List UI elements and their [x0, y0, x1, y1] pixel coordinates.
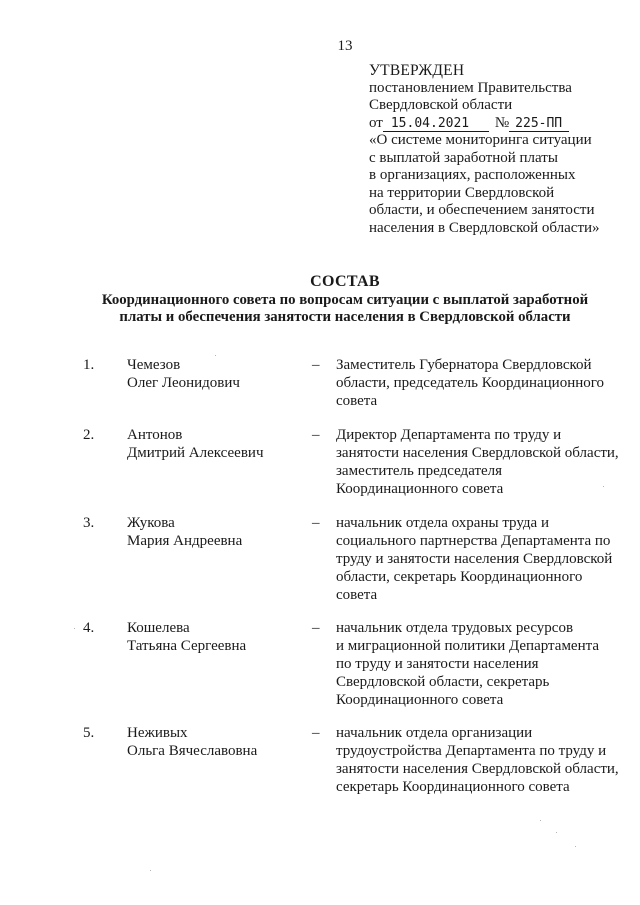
member-given-names: Татьяна Сергеевна — [127, 638, 247, 654]
member-role-line: начальник отдела трудовых ресурсов — [336, 620, 574, 636]
member-role-line: трудоустройства Департамента по труду и — [336, 743, 607, 759]
member-index: 3. — [83, 515, 95, 531]
member-dash: – — [312, 357, 320, 373]
scan-speck — [540, 820, 541, 821]
scan-speck — [150, 870, 151, 871]
member-role-line: начальник отдела организации — [336, 725, 533, 741]
member-name — [127, 724, 297, 760]
member-name — [127, 356, 297, 392]
approval-number: 225-ПП — [509, 117, 569, 132]
scan-speck — [556, 832, 557, 833]
member-surname: Антонов — [127, 427, 183, 443]
member-role-line: области, председатель Координационного — [336, 375, 605, 391]
member-role-line: области, секретарь Координационного — [336, 569, 583, 585]
member-dash: – — [312, 725, 320, 741]
member-surname: Кошелева — [127, 620, 190, 636]
member-given-names: Дмитрий Алексеевич — [127, 445, 264, 461]
member-role-line: совета — [336, 587, 378, 603]
member-role-line: социального партнерства Департамента по — [336, 533, 611, 549]
member-role-line: занятости населения Свердловской области, — [336, 445, 619, 461]
number-label: № — [494, 114, 510, 131]
approval-date: 15.04.2021 — [383, 117, 489, 132]
member-role — [336, 619, 626, 709]
member-name — [127, 619, 297, 655]
member-role-line: Заместитель Губернатора Свердловской — [336, 357, 592, 373]
member-index: 1. — [83, 357, 95, 373]
member-role-line: заместитель председателя — [336, 463, 503, 479]
resolution-title-line: в организациях, расположенных — [369, 167, 576, 183]
date-prefix: от — [369, 114, 383, 131]
scan-speck — [215, 355, 216, 356]
member-given-names: Мария Андреевна — [127, 533, 243, 549]
member-given-names: Олег Леонидович — [127, 375, 240, 391]
member-role-line: совета — [336, 393, 378, 409]
member-dash: – — [312, 515, 320, 531]
member-role-line: начальник отдела охраны труда и — [336, 515, 549, 531]
member-given-names: Ольга Вячеславовна — [127, 743, 258, 759]
member-row — [0, 619, 640, 724]
member-dash: – — [312, 427, 320, 443]
member-row — [0, 724, 640, 804]
heading-subtitle-line: Координационного совета по вопросам ситуации с выплатой заработной — [101, 292, 589, 308]
member-role-line: секретарь Координационного совета — [336, 779, 570, 795]
page-number: 13 — [337, 38, 353, 54]
member-surname: Неживых — [127, 725, 188, 741]
member-role-line: занятости населения Свердловской области, — [336, 761, 619, 777]
resolution-title-line: населения в Свердловской области» — [369, 219, 600, 236]
heading-subtitle-line: платы и обеспечения занятости населения в Свердловской области — [119, 309, 571, 325]
approval-line-2: Свердловской области — [369, 97, 513, 113]
member-name — [127, 426, 297, 462]
member-role — [336, 426, 626, 498]
member-role-line: по труду и занятости населения — [336, 656, 539, 672]
member-row — [0, 356, 640, 426]
member-name — [127, 514, 297, 550]
approval-heading: УТВЕРЖДЕН — [369, 62, 465, 79]
member-role-line: Координационного совета — [336, 481, 504, 497]
member-index: 5. — [83, 725, 95, 741]
resolution-title-line: «О системе мониторинга ситуации — [369, 132, 592, 148]
member-role-line: и миграционной политики Департамента — [336, 638, 600, 654]
scan-speck — [603, 486, 604, 487]
resolution-title-line: на территории Свердловской — [369, 184, 555, 201]
approval-block — [369, 62, 634, 237]
member-role-line: труду и занятости населения Свердловской — [336, 551, 613, 567]
member-row — [0, 426, 640, 514]
scan-speck — [575, 846, 576, 847]
resolution-title-line: области, и обеспечением занятости — [369, 202, 595, 218]
member-role-line: Свердловской области, секретарь — [336, 674, 550, 690]
member-role — [336, 356, 626, 410]
heading-title: СОСТАВ — [310, 273, 380, 290]
member-dash: – — [312, 620, 320, 636]
document-heading — [0, 272, 640, 326]
scan-speck — [74, 628, 75, 629]
member-role-line: Координационного совета — [336, 692, 504, 708]
member-index: 4. — [83, 620, 95, 636]
member-index: 2. — [83, 427, 95, 443]
approval-date-line — [369, 115, 634, 133]
member-surname: Чемезов — [127, 357, 181, 373]
member-role-line: Директор Департамента по труду и — [336, 427, 562, 443]
member-role — [336, 514, 626, 604]
member-role — [336, 724, 626, 796]
resolution-title-line: с выплатой заработной платы — [369, 149, 558, 166]
member-row — [0, 514, 640, 619]
approval-line-1: постановлением Правительства — [369, 79, 572, 96]
member-surname: Жукова — [127, 515, 175, 531]
member-list — [0, 356, 640, 804]
